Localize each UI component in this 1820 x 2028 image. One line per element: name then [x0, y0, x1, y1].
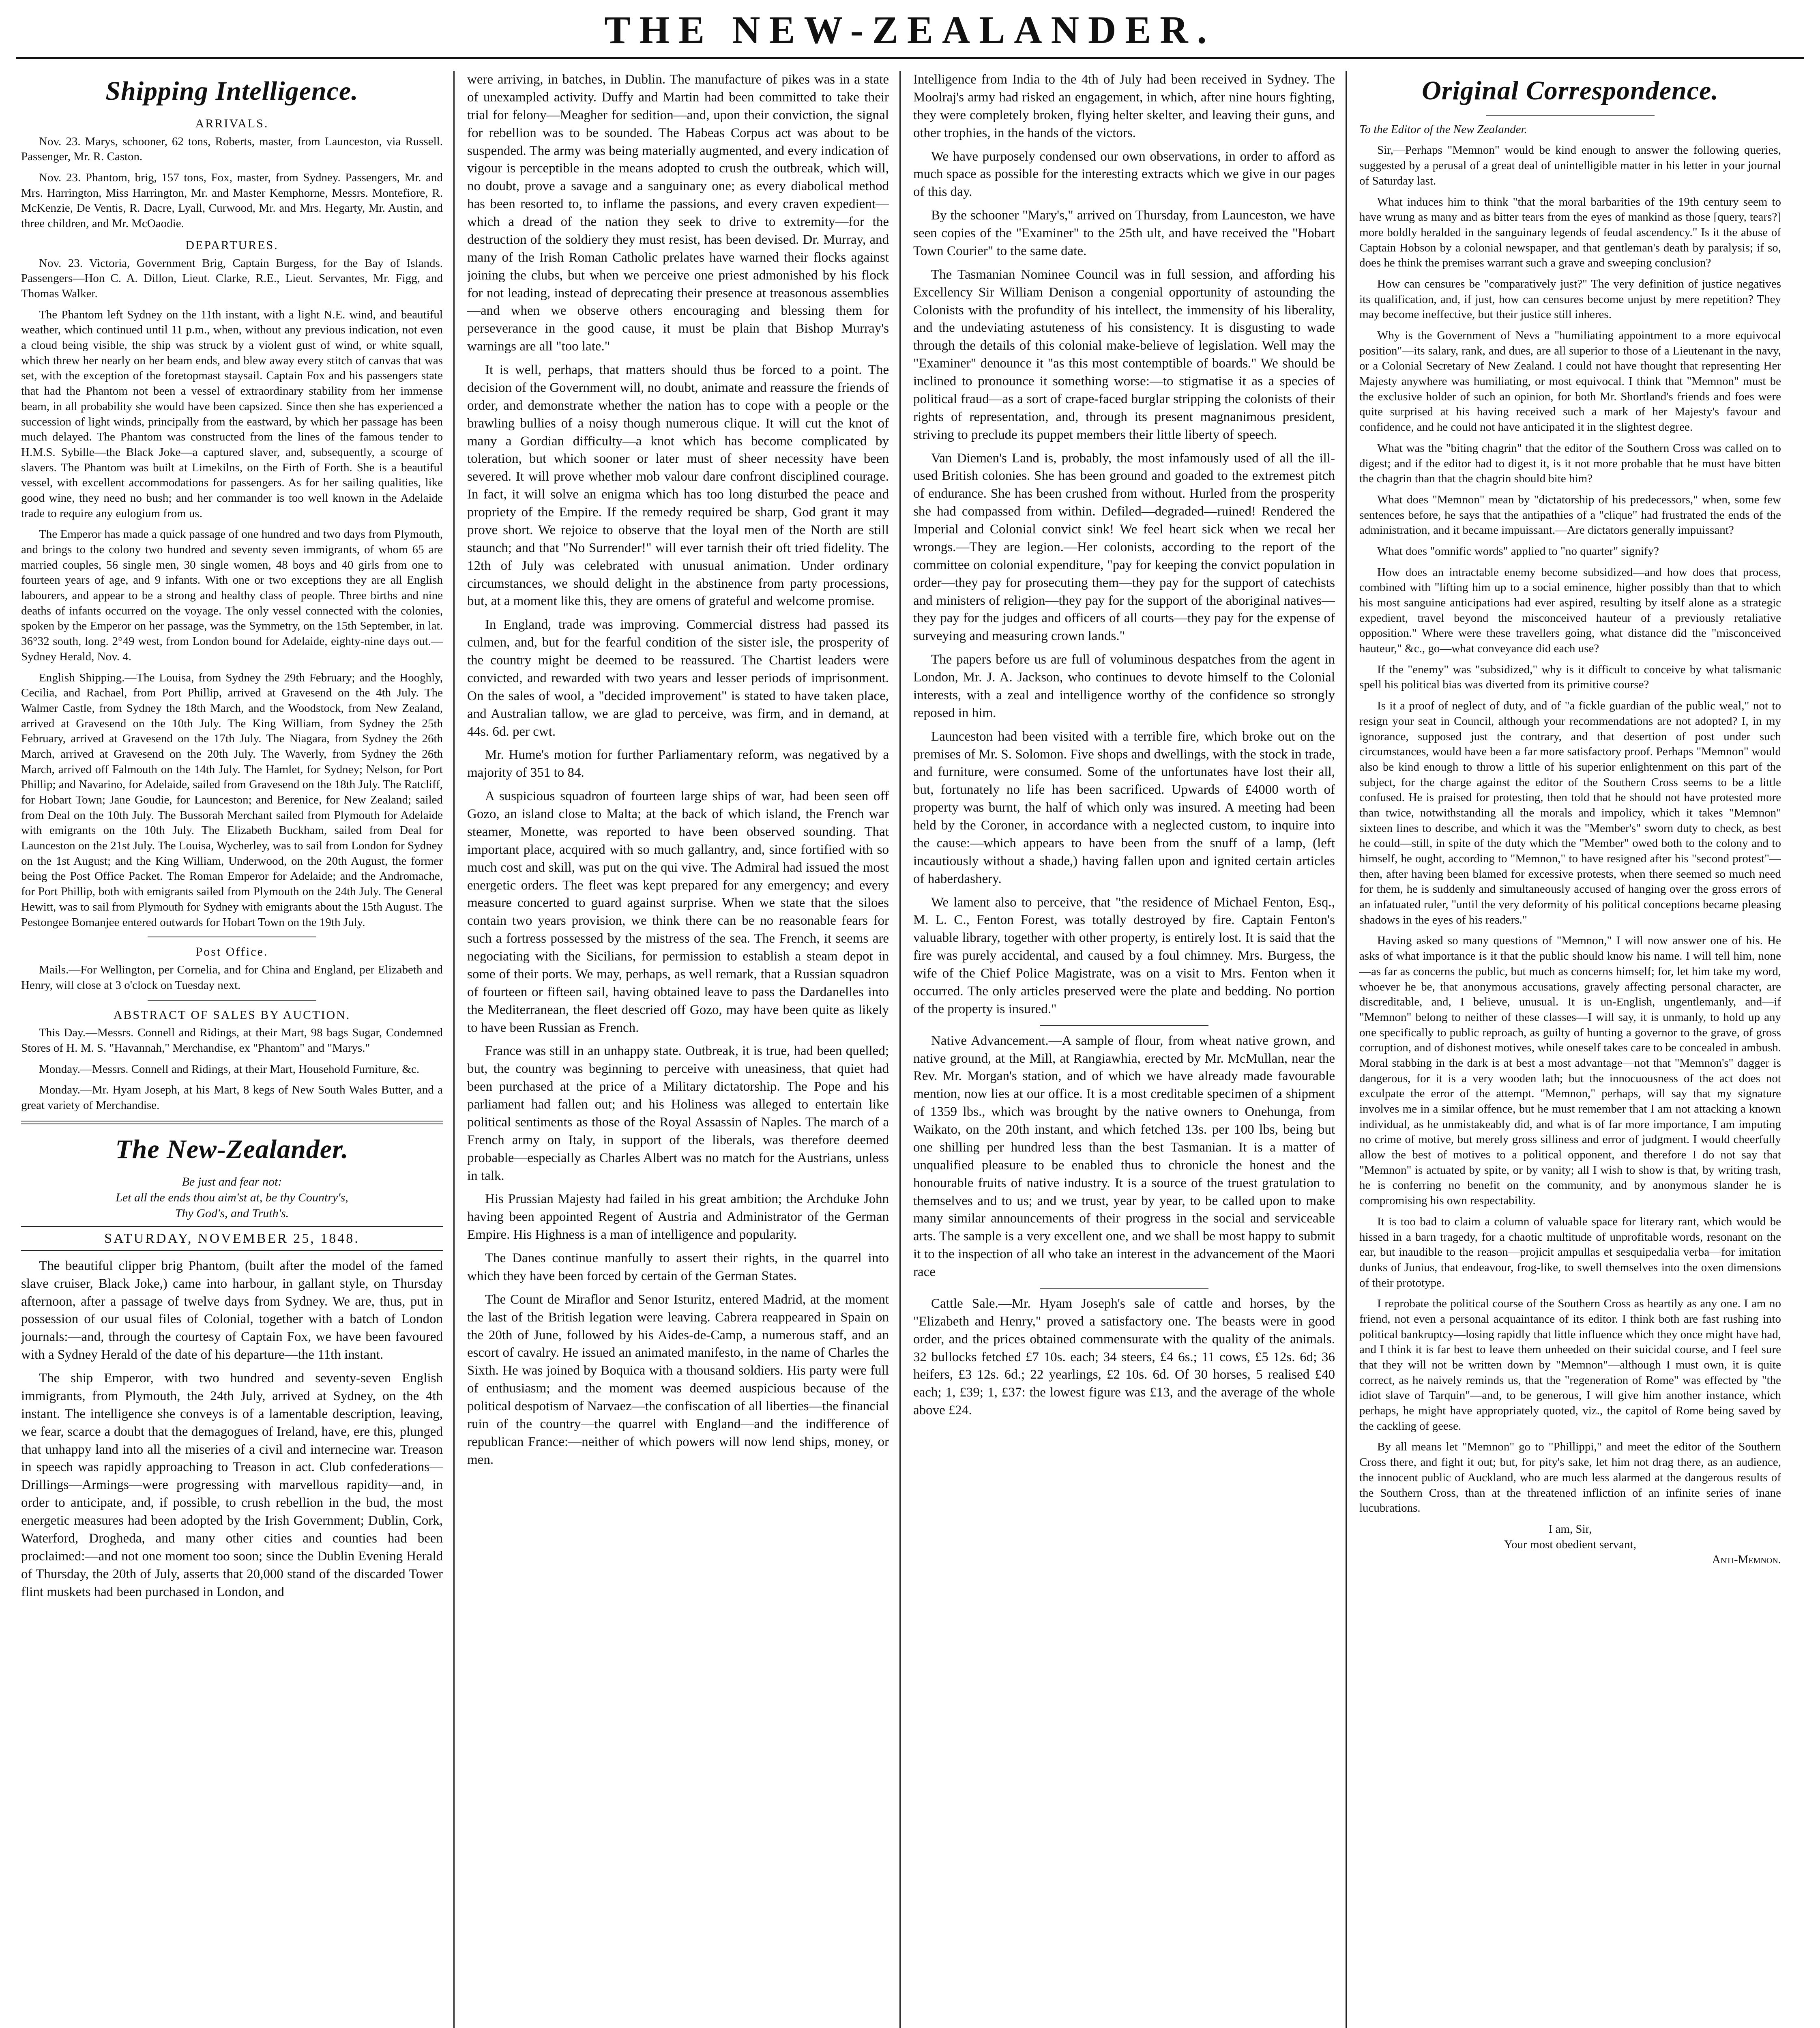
letter-paragraph: How can censures be "comparatively just?" The very definition of justice negatives its qualification, and, if just, how can censures become unjust by mere repetition? They may become ineffective, but their justice still inheres.	[1359, 277, 1781, 321]
motto: Be just and fear not: Let all the ends thou aim'st at, be thy Country's, Thy God's, and Truth's.	[116, 1175, 348, 1220]
post-office-heading: Post Office.	[195, 945, 268, 959]
shipping-intelligence-heading: Shipping Intelligence.	[105, 76, 358, 106]
column-divider	[1346, 71, 1347, 2028]
arrivals-heading: ARRIVALS.	[195, 116, 269, 130]
masthead: THE NEW-ZEALANDER.	[604, 8, 1216, 52]
editorial-paragraph: We have purposely condensed our own observations, in order to afford as much space as possible for the interesting extracts which we give in our pages of this day.	[913, 149, 1335, 200]
editorial-paragraph: The Tasmanian Nominee Council was in full session, and affording his Excellency Sir William Denison a congenial opportunity of astounding the Colonists with the profundity of his intellect, the immensity of his liberality, and the undeviating astuteness of his consistency. It is disgusting to wade through the details of this colonial make-believe of legislation. Well may the "Examiner" denounce it "as this most contemptible of boards." We should be inclined to pronounce it something worse:—to stigmatise it as a species of political fraud—as a sort of crape-faced burglar stripping the colonists of their rights of representation, and, through its present magnanimous president, striving to preclude its puppet members their little liberty of speech.	[913, 267, 1335, 442]
editorial-paragraph: We lament also to perceive, that "the residence of Michael Fenton, Esq., M. L. C., Fenton Forest, was totally destroyed by fire. Captain Fenton's valuable library, together with other property, is entirely lost. It is said that the fire was purely accidental, and caused by a foul chimney. Mrs. Burgess, the wife of the Chief Police Magistrate, was on a visit to Mrs. Fenton when it occurred. The only articles preserved were the plate and bedding. No portion of the property is insured."	[913, 895, 1335, 1016]
native-advancement-paragraph: Native Advancement.—A sample of flour, from wheat native grown, and native ground, at the Mill, at Rangiawhia, erected by Mr. McMullan, near the Rev. Mr. Morgan's station, and of which we have already made favourable mention, now lies at our office. It is a most creditable specimen of a shipment of 1359 lbs., which was brought by the native owners to Onehunga, from Waikato, on the 20th instant, and which fetched 13s. per 100 lbs, being but one shilling per hundred less than the best Tasmanian. It is a matter of unqualified pleasure to be enabled thus to chronicle the honest and the honourable fruits of native industry. It is a source of the truest gratulation to themselves and to us; and we trust, year by year, to be called upon to make many similar announcements of their progress in the social and serviceable arts. The sample is a very excellent one, and we shall be most happy to submit it to the inspection of all who take an interest in the advancement of the Maori race	[913, 1033, 1335, 1279]
editorial-paragraph: In England, trade was improving. Commercial distress had passed its culmen, and, but for the fearful condition of the sister isle, the prosperity of the country might be deemed to be reassured. The Chartist leaders were convicted, and rewarded with two years and lesser periods of imprisonment. On the sales of wool, a "decided improvement" is stated to have taken place, and Australian tallow, we are glad to perceive, was firm, and in demand, at 44s. 6d. per cwt.	[467, 617, 889, 739]
editorial-paragraph: The papers before us are full of voluminous despatches from the agent in London, Mr. J. A. Jackson, who continues to devote himself to the Colonial interests, with a zeal and intelligence worthy of the confidence so strongly reposed in him.	[913, 652, 1335, 720]
letter-paragraph: Having asked so many questions of "Memnon," I will now answer one of his. He asks of what importance is it that the public should know his name. I will tell him, none—as far as concerns the public, but much as concerns himself; for, let him take my word, whoever he be, that anonymous accusations, gravely affecting personal character, are discreditable, and, I believe, unusual. It is un-English, ungentlemanly, and—if "Memnon" belong to neither of these classes—I will say, it is unmanly, to hold up any one specifically to public reproach, as guilty of hunting a governor to the grave, of gross corruption, and of dishonest motives, while oneself takes care to be concealed in ambush. Moral stabbing in the dark is at best a most advantage—not that "Memnon's" dagger is dangerous, for it is a very wooden lath; but the innocuousness of the act does not exculpate the error of the attempt. "Memnon," perhaps, will say that my signature involves me in a similar offence, but he must remember that I am not attacking a known individual, as he unmistakeably did, and what is of far more importance, I am imputing no crime of motive, but merely gross silliness and error of judgment. I would cheerfully allow the best of motives to a political opponent, and therefore I do not say that "Memnon" is actuated by spite, or by vanity; all I wish to show is that, by writing trash, he is conferring no benefit on the community, and by anonymous slander he is compromising his own respectability.	[1359, 934, 1781, 1207]
column-divider	[899, 71, 901, 2028]
editorial-paragraph: were arriving, in batches, in Dublin. The manufacture of pikes was in a state of unexampled activity. Duffy and Martin had been committed to take their trial for felony—Meagher for sedition—and, upon their conviction, the signal for rebellion was to be sounded. The Habeas Corpus act was about to be suspended. The army was being materially augmented, and every indication of vigour is perceptible in the means adopted to crush the outbreak, which will, no doubt, prove a savage and a sanguinary one; as every diabolical method has been resorted to, to inflame the passions, and every craven expedient—which a dread of the nation they seek to drive to extremity—for the destruction of the soldiery they must resist, has been devised. Dr. Murray, and many of the Irish Roman Catholic prelates have warned their flocks against joining the clubs, but when we perceive one priest admonished by his flock for not leading, instead of deprecating their presence at treasonous assemblies—and when we observe others encouraging and blessing them for perseverance in the good cause, it must be plain that Bishop Murray's warnings are all "too late."	[467, 72, 889, 354]
letter-paragraph: What induces him to think "that the moral barbarities of the 19th century seem to have wrung as many and as bitter tears from the eyes of mankind as those [query, tears?] more boldly heralded in the sanguinary legends of feudal ascendency." Is it the abuse of Captain Hobson by a colonial newspaper, and that gentleman's death by paralysis; if so, does he think the premises warrant such a grave and sweeping conclusion?	[1359, 195, 1781, 270]
divider	[1486, 115, 1655, 116]
column-2	[467, 71, 889, 1475]
dateline: SATURDAY, NOVEMBER 25, 1848.	[21, 1226, 443, 1251]
editorial-paragraph: His Prussian Majesty had failed in his great ambition; the Archduke John having been appointed Regent of Austria and Administrator of the German Empire. His Highness is a man of intelligence and popularity.	[467, 1192, 889, 1242]
paper-title: The New-Zealander.	[115, 1134, 349, 1164]
letter-salutation: To the Editor of the New Zealander.	[1359, 122, 1527, 136]
letter-paragraph: If the "enemy" was "subsidized," why is it difficult to conceive by what talismanic spell his political bias was diverted from its primitive course?	[1359, 663, 1781, 692]
page-header	[0, 0, 1820, 61]
editorial-paragraph: By the schooner "Mary's," arrived on Thursday, from Launceston, we have seen copies of the "Examiner" to the 25th ult, and have received the "Hobart Town Courier" to the same date.	[913, 208, 1335, 258]
auction-entry: Monday.—Mr. Hyam Joseph, at his Mart, 8 kegs of New South Wales Butter, and a great variety of Merchandise.	[21, 1083, 443, 1112]
emperor-paragraph: The Emperor has made a quick passage of one hundred and two days from Plymouth, and brings to the colony two hundred and seventy seven immigrants, of whom 65 are married couples, 56 single men, 30 single women, 48 boys and 40 girls from one to fourteen years of age, and 9 infants. With one or two exceptions they are all English labourers, and appear to be a strong and healthy class of people. Three births and nine deaths of infants occurred on the voyage. The only vessel connected with the colonies, spoken by the Emperor on her passage, was the Symmetry, on the 15th September, in lat. 36°32 south, long. 2°49 west, from London bound for Adelaide, eighty-nine days out.—Sydney Herald, Nov. 4.	[21, 528, 443, 663]
letter-closing: I am, Sir,	[1548, 1522, 1592, 1536]
divider	[1040, 1288, 1208, 1289]
editorial-paragraph: The ship Emperor, with two hundred and seventy-seven English immigrants, from Plymouth, the 24th July, arrived at Sydney, on the 4th instant. The intelligence she conveys is of a lamentable description, leaving, we fear, scarce a doubt that the demagogues of Ireland, have, ere this, plunged that unhappy land into all the miseries of a civil and internecine war. Treason in speech was rapidly approaching to Treason in act. Club confederations—Drillings—Armings—were progressing with marvellous rapidity—and, in order to anticipate, and, if possible, to crush rebellion in the bud, the most energetic measures had been adopted by the Irish Government; Dublin, Cork, Waterford, Drogheda, and many other cities and counties had been proclaimed:—and not one moment too soon; since the Dublin Evening Herald of Thursday, the 20th of July, asserts that 20,000 stand of the discarded Tower flint muskets had been purchased in London, and	[21, 1371, 443, 1599]
editorial-paragraph: Van Diemen's Land is, probably, the most infamously used of all the ill-used British colonies. She has been ground and goaded to the extremest pitch of endurance. She has been crushed from without. Hurled from the prosperity she had compassed from within. Defiled—degraded—ruined! Rendered the Imperial and Colonial convict sink! We feel heart sick when we recal her wrongs.—They are legion.—Her colonists, according to the report of the committee on colonial expenditure, "pay for keeping the convict population in order—they pay for prosecuting them—they pay for the support of catechists and ministers of religion—they pay for the support of the aboriginal natives—they pay for the judges and officers of all courts—they pay for the expense of surveying and measuring crown lands."	[913, 451, 1335, 644]
letter-paragraph: Is it a proof of neglect of duty, and of "a fickle guardian of the public weal," not to resign your seat in Council, although your recommendations are not adopted? I, in my ignorance, supposed just the contrary, and that desertion of post under such circumstances, would have been a far more satisfactory proof. Perhaps "Memnon" would also be kind enough to throw a little of his superior enlightenment on this part of the subject, for the charge against the editor of the Southern Cross seems to be a little confused. He is praised for protesting, then told that he should not have protested more than twice, notwithstanding all the morals and impolicy, which it takes "Memnon" sixteen lines to describe, and which it was the "Member's" sworn duty to check, as best he could—still, in spite of the duty which the "Member" owed both to the colony and to himself, he ought, according to "Memnon," to have resigned after his "second protest"—then, after having been blamed for excessive protests, when there seemed so much need for them, he is suddenly and simultaneously accused of hanging over the gross errors of an infatuated ruler, "until the very deformity of his political conceptions became pleasing shadows in the eyes of his readers."	[1359, 699, 1781, 926]
divider	[21, 1121, 443, 1124]
letter-paragraph: How does an intractable enemy become subsidized—and how does that process, combined with "lifting him up to a social eminence, higher possibly than that to which his most sanguine anticipations had ever aspired, resulting by itself alone as a strategic expedient, travel beyond the misconceived hauteur of a previously retaliative opposition." Where were these travellers going, what distance did the "misconceived hauteur," &c., go—what conveyance did each use?	[1359, 565, 1781, 655]
editorial-paragraph: France was still in an unhappy state. Outbreak, it is true, had been quelled; but, the country was beginning to perceive with uneasiness, that quiet had been purchased at the price of a Military dictatorship. The Pope and his parliament had fallen out; and his Holiness was alleged to entertain like political sentiments as those of the Royal Assassin of Naples. The march of a French army on Italy, in support of the liberals, was therefore deemed probable—especially as Charles Albert was no match for the Austrians, unless in talk.	[467, 1044, 889, 1183]
column-divider	[453, 71, 455, 2028]
editorial-paragraph: Mr. Hume's motion for further Parliamentary reform, was negatived by a majority of 351 to 84.	[467, 748, 889, 780]
letter-paragraph: What does "omnific words" applied to "no quarter" signify?	[1377, 544, 1659, 558]
letter-paragraph: Why is the Government of Nevs a "humiliating appointment to a more equivocal position"—its salary, rank, and dues, are all superior to those of a Lieutenant in the navy, or a Colonial Secretary of New Zealand. I could not have thought that representing Her Majesty anywhere was humiliating, or most equivocal. I think that "Memnon" must be the exclusive holder of such an opinion, for both Mr. Shortland's friends and foes were quite surprised at his having received such a mark of her Majesty's favour and confidence, and he could not have anticipated it in the slightest degree.	[1359, 329, 1781, 434]
editorial-paragraph: Intelligence from India to the 4th of July had been received in Sydney. The Moolraj's army had risked an engagement, in which, after nine hours fighting, they were completely broken, flying helter skelter, and leaving their guns, and other trophies, in the hands of the victors.	[913, 72, 1335, 140]
letter-paragraph: What was the "biting chagrin" that the editor of the Southern Cross was called on to digest; and if the editor had to digest it, is it not more probable that he must have bitten the chagrin than that the chagrin should bite him?	[1359, 441, 1781, 486]
letter-paragraph: It is too bad to claim a column of valuable space for literary rant, which would be hissed in a barn tragedy, for a chaotic multitude of unprofitable words, resonant on the ear, but inaudible to the reason—projicit ampullas et sesquipedalia verba—for imitation dunks of Junius, that endeavour, frog-like, to swell themselves into the oxen dimensions of their prototype.	[1359, 1215, 1781, 1289]
column-3	[913, 71, 1335, 1425]
english-shipping-paragraph: English Shipping.—The Louisa, from Sydney the 29th February; and the Hooghly, Cecilia, and Rachael, from Port Phillip, arrived at Gravesend on the 4th July. The Walmer Castle, from Sydney the 18th March, and the Woodstock, from New Zealand, arrived at Gravesend on the 10th July. The King William, from Sydney the 25th February, arrived at Gravesend on the 17th July. The Niagara, from Sydney the 26th March, arrived at Gravesend on the 20th July. The Waverly, from Sydney the 26th March, arrived off Falmouth on the 14th July. The Hamlet, for Sydney; Nelson, for Port Phillip; and Navarino, for Adelaide, sailed from Gravesend on the 18th July. The Ratcliff, for Hobart Town; Jane Goudie, for Launceston; and Berenice, for New Zealand; sailed from Deal on the 10th July. The Bussorah Merchant sailed from Plymouth for Adelaide with emigrants on the 10th July. The Elizabeth Buckham, sailed from Deal for Launceston on the 21st July. The Louisa, Wycherley, was to sail from London for Sydney on the 1st August; and the King William, Underwood, on the 20th August, the former being the Post Office Packet. The Roman Emperor for Adelaide; and the Andromache, for Port Phillip, both with emigrants sailed from Plymouth on the 24th July. The General Hewitt, was to sail from Plymouth for Sydney with emigrants about the 15th August. The Pestongee Bomanjee entered outwards for Hobart Town on the 19th July.	[21, 671, 443, 929]
auction-heading: ABSTRACT OF SALES BY AUCTION.	[113, 1008, 351, 1022]
arrival-entry: Nov. 23. Marys, schooner, 62 tons, Roberts, master, from Launceston, via Russell. Passenger, Mr. R. Caston.	[21, 135, 443, 163]
editorial-paragraph: It is well, perhaps, that matters should thus be forced to a point. The decision of the Government will, no doubt, animate and reassure the friends of order, and demonstrate whether the nation has to cope with a people or the brawling bullies of a noisy though numerous clique. It will cut the knot of many a Gordian difficulty—a knot which has become complicated by toleration, but which sooner or later must of sheer necessity have been severed. It will prove whether mob valour dare confront disciplined courage. In fact, it will solve an enigma which has too long disturbed the peace and propriety of the Empire. If the remedy required be sharp, God grant it may prove short. We rejoice to observe that the loyal men of the North are still staunch; and that "No Surrender!" will ever tarnish their oft tried fidelity. The 12th of July was celebrated with unusual animation. Under ordinary circumstances, we should delight in the abstinence from party processions, but, at a moment like this, they are omens of grateful and welcome promise.	[467, 363, 889, 609]
editorial-paragraph: The beautiful clipper brig Phantom, (built after the model of the famed slave cruiser, Black Joke,) came into harbour, in gallant style, on Thursday afternoon, after a passage of twelve days from Sydney. We are, thus, put in possession of our usual files of Colonial, together with a batch of London journals:—and, through the courtesy of Captain Fox, we have been favoured with a Sydney Herald of the date of his departure—the 11th instant.	[21, 1258, 443, 1362]
editorial-paragraph: The Count de Miraflor and Senor Isturitz, entered Madrid, at the moment the last of the British legation were leaving. Cabrera reappeared in Spain on the 20th of June, followed by his Aides-de-Camp, a numerous staff, and an escort of cavalry. He issued an animated manifesto, in the name of Charles the Sixth. He was joined by Boquica with a thousand soldiers. His party were full of enthusiasm; and the moment was deemed auspicious because of the political despotism of Narvaez—the confiscation of all liberties—the financial ruin of the country—the quarrel with England—and the indifference of republican France:—neither of which powers will now lend ships, money, or men.	[467, 1292, 889, 1467]
divider	[1040, 1025, 1208, 1026]
cattle-sale-paragraph: Cattle Sale.—Mr. Hyam Joseph's sale of cattle and horses, by the "Elizabeth and Henry," proved a satisfactory one. The beasts were in good order, and the prices obtained commensurate with the quality of the animals. 32 bullocks fetched £7 10s. each; 34 steers, £4 6s.; 11 cows, £5 12s. 6d; 36 heifers, £3 12s. 6d.; 22 yearlings, £2 10s. 6d. Of 30 horses, 5 realised £40 each; 1, £39; 1, £37: the lowest figure was £13, and the average of the whole above £24.	[913, 1296, 1335, 1418]
editorial-paragraph: Launceston had been visited with a terrible fire, which broke out on the premises of Mr. S. Solomon. Five shops and dwellings, with the stock in trade, and furniture, were consumed. Some of the unfortunates have lost their all, but, fortunately no life has been sacrificed. Upwards of £4000 worth of property was burnt, the half of which only was insured. A meeting had been held by the Coroner, in accordance with a neglected custom, to inquire into the cause:—which appears to have been from the snuff of a lamp, (left incautiously without a shade,) having fallen upon and ignited certain articles of haberdashery.	[913, 729, 1335, 886]
column-4	[1359, 71, 1781, 1568]
phantom-paragraph: The Phantom left Sydney on the 11th instant, with a light N.E. wind, and beautiful weather, which continued until 11 p.m., when, without any previous indication, not even a cloud being visible, the ship was struck by a violent gust of wind, or white squall, which threw her nearly on her beam ends, and blew away every stitch of canvas that was set, with the exception of the foretopmast staysail. Captain Fox and his passengers state that had the Phantom not been a vessel of extraordinary stability from her immense beam, in all probability she would have been capsized. Since then she has experienced a succession of light winds, principally from the eastward, by which her passage has been much delayed. The Phantom was constructed from the lines of the famous tender to H.M.S. Sybille—the Black Joke—a captured slaver, and, subsequently, a scourge of slavers. The Phantom was built at Limekilns, on the Firth of Forth. She is a beautiful vessel, with excellent accommodations for passengers. As for her sailing qualities, like good wine, they need no bush; and her commander is too well known in the Adelaide trade to require any eulogium from us.	[21, 308, 443, 520]
editorial-paragraph: The Danes continue manfully to assert their rights, in the quarrel into which they have been forced by certain of the German States.	[467, 1251, 889, 1283]
departure-entry: Nov. 23. Victoria, Government Brig, Captain Burgess, for the Bay of Islands. Passengers—Hon C. A. Dillon, Lieut. Clarke, R.E., Lieut. Servantes, Mr. Figg, and Thomas Walker.	[21, 256, 443, 301]
header-rule	[16, 57, 1804, 59]
departures-heading: DEPARTURES.	[185, 238, 279, 252]
letter-paragraph: By all means let "Memnon" go to "Phillippi," and meet the editor of the Southern Cross there, and fight it out; but, for pity's sake, let him not drag there, as an audience, the innocent public of Auckland, who are much less alarmed at the dangerous results of the Southern Cross, than at the threatened infliction of an infinite series of inane lucubrations.	[1359, 1440, 1781, 1515]
correspondence-heading: Original Correspondence.	[1422, 76, 1719, 105]
editorial-paragraph: A suspicious squadron of fourteen large ships of war, had been seen off Gozo, an island close to Malta; at the back of which island, the French war steamer, Monette, was reported to have been observed sounding. That important place, acquired with so much gallantry, and, since fortified with so much cost and skill, was put on the qui vive. The Admiral had issued the most energetic orders. The fleet was kept prepared for any emergency; and every measure concerted to guard against surprise. When we state that the siloes contain two years provision, we think there can be no reasonable fears for such a fortress possessed by the mistress of the sea. The French, it seems are negociating with the Sicilians, for permission to establish a steam depot in some of their ports. We may, perhaps, as well remark, that a Russian squadron of fourteen or fifteen sail, having obtained leave to pass the Dardanelles into the Mediterranean, the fleet descried off Gozo, may have been quite as likely to have been Russian as French.	[467, 789, 889, 1035]
auction-entry: Monday.—Messrs. Connell and Ridings, at their Mart, Household Furniture, &c.	[39, 1062, 420, 1076]
letter-paragraph: I reprobate the political course of the Southern Cross as heartily as any one. I am no friend, not even a personal acquaintance of its editor. I think both are fast rushing into political bankruptcy—losing rapidly that little influence which they once might have had, and I think it is far best to leave them unheeded on their suicidal course, and I feel sure that they will not be written down by "Memnon"—although I must own, it is quite correct, as he naively reminds us, that the "regeneration of Rome" was effected by "the idiot slave of Tarquin"—and, to be generous, I will give him another instance, which perhaps, he might have appropriately quoted, viz., the capitol of Rome being saved by the cackling of geese.	[1359, 1297, 1781, 1433]
arrival-entry: Nov. 23. Phantom, brig, 157 tons, Fox, master, from Sydney. Passengers, Mr. and Mrs. Harrington, Miss Harrington, Mr. and Master Kemphorne, Messrs. Montefiore, R. McKenzie, De Ventis, R. Dacre, Lyall, Curwood, Mr. and Mrs. Hegarty, Mr. Austin, and three children, and Mr. McOaodie.	[21, 171, 443, 230]
letter-paragraph: Sir,—Perhaps "Memnon" would be kind enough to answer the following queries, suggested by a perusal of a great deal of unintelligible matter in his letter in your journal of Saturday last.	[1359, 144, 1781, 187]
divider	[148, 1000, 316, 1001]
letter-paragraph: What does "Memnon" mean by "dictatorship of his predecessors," when, some few sentences before, he says that the antipathies of a "clique" had frustrated the ends of the administration, and it became impuissant.—Are dictators generally impuissant?	[1359, 493, 1781, 537]
column-1	[21, 71, 443, 1607]
auction-entry: This Day.—Messrs. Connell and Ridings, at their Mart, 98 bags Sugar, Condemned Stores of H. M. S. "Havannah," Merchandise, ex "Phantom" and "Marys."	[21, 1026, 443, 1055]
post-office-notice: Mails.—For Wellington, per Cornelia, and for China and England, per Elizabeth and Henry, will close at 3 o'clock on Tuesday next.	[21, 963, 443, 992]
letter-closing: Your most obedient servant,	[1504, 1538, 1636, 1551]
letter-signature: Anti-Memnon.	[1712, 1553, 1781, 1566]
